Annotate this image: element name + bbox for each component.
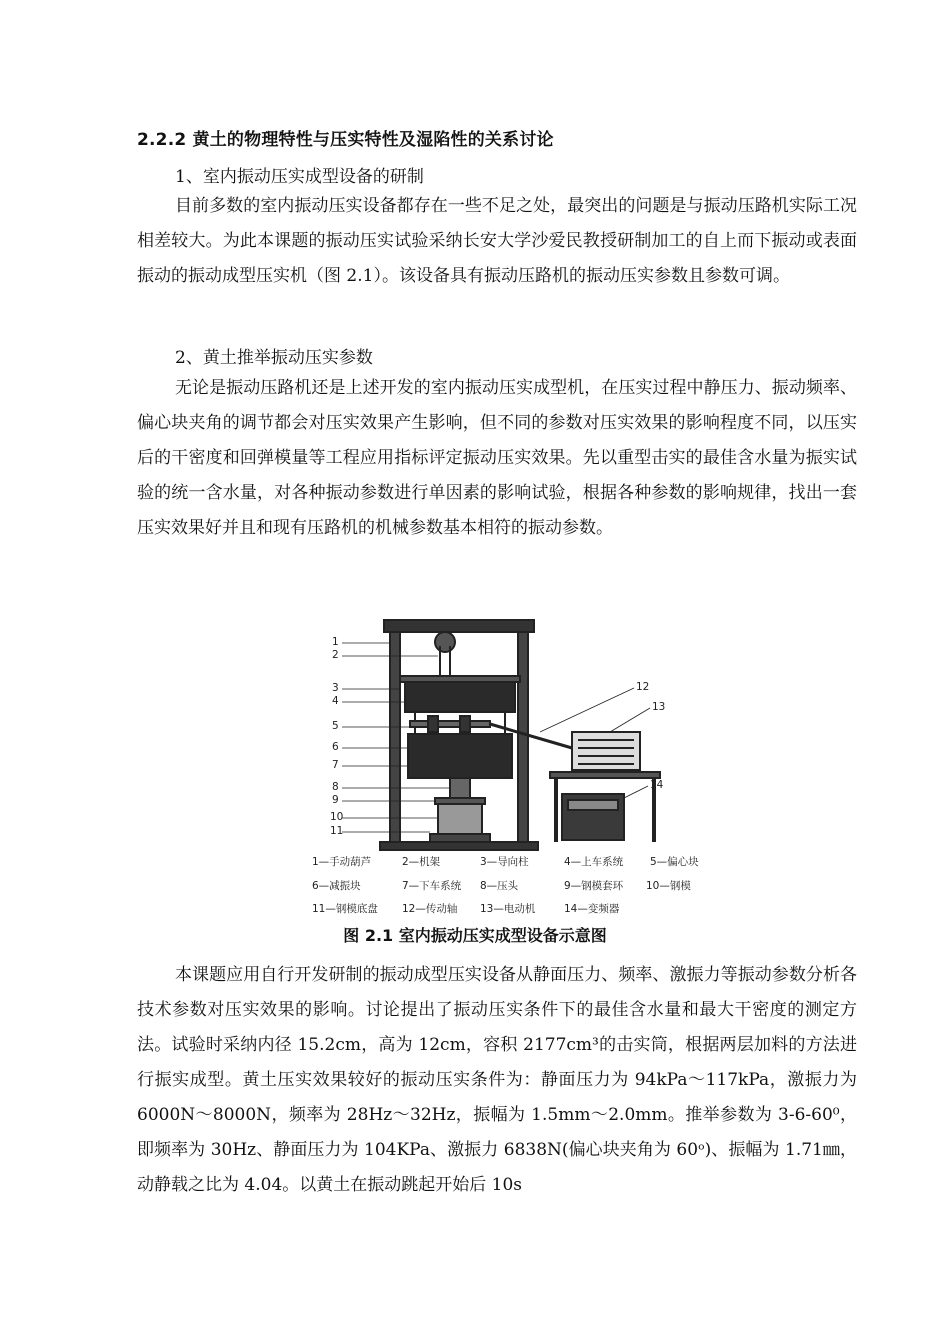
legend-item: 5—偏心块 [650,856,699,868]
callout-4: 4 [332,695,339,707]
callout-9: 9 [332,794,339,806]
callout-12: 12 [636,681,650,693]
frame-left-post [390,632,400,844]
legend-item: 13—电动机 [480,903,536,915]
legend-item: 6—减振块 [312,880,361,892]
legend-item: 3—导向柱 [480,856,529,868]
upper-carriage-plate [400,676,520,682]
mould-base [430,834,490,842]
paragraph-3: 本课题应用自行开发研制的振动成型压实设备从静面压力、频率、激振力等振动参数分析各技术参数对压实效果的影响。讨论提出了振动压实条件下的最佳含水量和最大干密度的测定方法。试验时采纳内径 15.2cm，高为 12cm，容积 2177cm³的击实筒，根据两层加料的方法进行振实成型。黄土压实效果较好的振动压实条件为：静面压力为 94kPa～117kPa，激振力为 6000N～8000N，频率为 28Hz～32Hz，振幅为 1.5mm～2.0mm。推举参数为 3-6-60⁰，即频率为 30Hz、静面压力为 104KPa、激振力 6838N(偏心块夹角为 60ᵒ)、振幅为 1.71㎜，动静载之比为 4.04。以黄土在振动跳起开始后 10s [137,965,857,1195]
callout-5: 5 [332,720,339,732]
legend-item: 14—变频器 [564,903,620,915]
legend-item: 10—钢模 [646,880,691,892]
motor-stand-top [550,772,660,778]
inverter-panel [568,800,618,810]
legend-item: 8—压头 [480,880,519,892]
subsection-title-1: 1、室内振动压实成型设备的研制 [175,167,424,187]
paragraph-2: 无论是振动压路机还是上述开发的室内振动压实成型机，在压实过程中静压力、振动频率、偏心块夹角的调节都会对压实效果产生影响，但不同的参数对压实效果的影响程度不同，以压实后的干密度和回弹模量等工程应用指标评定振动压实效果。先以重型击实的最佳含水量为振实试验的统一含水量，对各种振动参数进行单因素的影响试验，根据各种参数的影响规律，找出一套压实效果好并且和现有压路机的机械参数基本相符的振动参数。 [137,378,857,538]
callout-2: 2 [332,649,339,661]
section-heading: 2.2.2 黄土的物理特性与压实特性及湿陷性的关系讨论 [137,130,554,150]
paragraph-1: 目前多数的室内振动压实设备都存在一些不足之处，最突出的问题是与振动压路机实际工况相差较大。为此本课题的振动压实试验采纳长安大学沙爱民教授研制加工的自上而下振动或表面振动的振动成型压实机（图 2.1）。该设备具有振动压路机的振动压实参数且参数可调。 [137,196,857,286]
subsection-title-2: 2、黄土推举振动压实参数 [175,348,373,368]
legend-item: 7—下车系统 [402,880,462,892]
legend-item: 2—机架 [402,856,441,868]
eccentric-block-2 [460,716,470,732]
legend-item: 1—手动葫芦 [312,856,372,868]
eccentric-block-1 [428,716,438,732]
hoist-wheel [435,632,455,652]
frame-right-post [518,632,528,844]
steel-mould [438,804,482,834]
callout-14: 14 [650,779,664,791]
callout-8: 8 [332,781,339,793]
legend-item: 9—钢模套环 [564,880,624,892]
equipment-figure [310,616,730,946]
frame-top [384,620,534,632]
frame-base [380,842,538,850]
eccentric-shaft [410,721,490,727]
compaction-head [450,778,470,798]
figure-caption: 图 2.1 室内振动压实成型设备示意图 [343,926,607,945]
callout-11: 11 [330,825,344,837]
lower-carriage [408,734,512,778]
callout-1: 1 [332,636,339,648]
legend-item: 4—上车系统 [564,856,624,868]
callout-7: 7 [332,759,339,771]
legend-item: 12—传动轴 [402,903,458,915]
legend-item: 11—钢模底盘 [312,903,378,915]
callout-3: 3 [332,682,339,694]
callout-6: 6 [332,741,339,753]
callout-13: 13 [652,701,666,713]
callout-10: 10 [330,811,344,823]
